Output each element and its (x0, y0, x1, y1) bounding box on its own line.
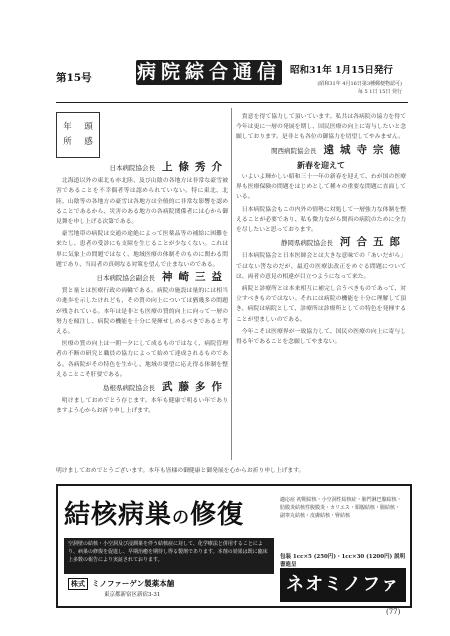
right-column (236, 112, 406, 349)
company-address: 東京都新宿区新宿3-31 (104, 592, 161, 598)
article-paragraph: 今年こそは医療界が一致協力して、国民の医療の向上に寄与し得る年であることを念願してやまない。 (236, 328, 406, 346)
article-paragraph: 日本病院協会もこの内外の情勢に対処して一層強力な体制を整えることが必要であり、私も微力ながら関西の病院のために全力を尽したいと思っております。 (236, 206, 406, 234)
article-paragraph: 日本病院協会と日本医師会とは大きな意味での「あいだがら」ではない筈なのだが、最近の医療法改正をめぐる問題については、両者の意見の相違が目立つようになって来た。 (236, 253, 406, 280)
author-name: 武藤多作 (162, 381, 228, 394)
article-author (56, 162, 228, 173)
new-year-char: 年 (63, 122, 72, 132)
ad-company (68, 578, 174, 590)
company-logo: 株式 (68, 578, 88, 590)
author-organization: 関西病院協会長 (271, 146, 317, 155)
author-name: 遠城寺宗徳 (323, 143, 406, 156)
postal-permit: (昭和31年 4月16日第3種郵便物認可) 毎 5 1日 15日 発行 (317, 81, 402, 95)
ad-indications: 適応症 初期結核・小空洞性結核症・肺門淋巴腺結核・肋膜炎結核性腹膜炎・カリエス・頸腺結核・腸結核・副睾丸結核・皮膚結核・腎結核 (280, 497, 402, 520)
full-width-text: 明けましておめでとうございます。本年も皆様の御健康と御発展を心からお祈り申し上げます。 (56, 468, 305, 474)
issue-number: 第15号 (56, 72, 92, 84)
article-paragraph: いよいよ輝かしい昭和三十一年の新春を迎えて、わが国の医療界も医療保険の問題をはじめとして種々の重要な問題に直面している。 (236, 174, 406, 201)
column-divider (231, 108, 232, 460)
ad-headline-end: 修復 (190, 500, 245, 530)
author-organization: 静岡県病院協会長 (281, 239, 333, 248)
article-paragraph: 北海道以外の東北も亦北陸、及び山陰の各地方は非常な豪雪被害であることを不幸偶者等は認められていない。特に東北、北陸、山陰等の各地方の豪雪は各地方は全般的に非常な影響を認めることであるから、災害のある地方の各病院関係者には心から御見舞を申し上げる次第である。 (56, 178, 228, 226)
author-organization: 島根県病院協会長 (103, 384, 155, 393)
ad-price: 包装 1cc×5 (250円)・1cc×30 (1200円) 説明書進呈 (280, 554, 406, 568)
article-author (236, 237, 406, 248)
page-number: (77) (386, 608, 401, 616)
author-name: 上條秀介 (162, 161, 228, 173)
ad-headline (64, 494, 244, 531)
article-author (56, 272, 228, 283)
ad-brand-logo: ネオミノファーゲンA.T (280, 568, 406, 602)
author-organization: 日本病院協会長 (109, 164, 155, 172)
ad-headline-particle: の (172, 508, 191, 528)
ad-body-text: 空洞壁の結核・小空洞及び浸潤巣を伴う結核症に対して、化学療法と併用することにより、病巣の修復を促進し、早期治癒を期待し得る製剤であります。本剤の効果は既に臨床上多数の報告により実証されております。 (64, 538, 274, 574)
author-name: 河合五郎 (340, 236, 406, 249)
article-author (56, 382, 228, 393)
company-name: ミノファーゲン製薬本舗 (92, 579, 175, 588)
author-organization: 日本病院協会副会長 (96, 274, 155, 283)
new-year-box (56, 112, 100, 158)
article-paragraph: 貴意を得て協力して頂いています。私共は各病院の協力を得て今年は更に一層の発展を期し、国民医療の向上に寄与したいと念願しております。是非とも各位の御協力を切望してやみません。 (236, 114, 406, 141)
new-year-char: 感 (84, 137, 93, 147)
left-column (56, 160, 228, 419)
article-title: 新春を迎えて (297, 159, 345, 170)
author-name: 神崎三益 (162, 271, 228, 284)
article-author (236, 145, 406, 156)
publish-date: 昭和31年 1月15日発行 (290, 65, 393, 76)
header-rule (56, 102, 408, 103)
new-year-char: 頭 (84, 122, 93, 132)
article-paragraph: 病院と診療所とは本来相互に補完し合うべきものであって、対立すべきものではない。それには病院の機能を十分に理解して頂き、病院は病院として、診療所は診療所としての特色を発揮することが望ましいのである。 (236, 286, 406, 323)
article-paragraph: 豪雪地帯の病院は交通の途絶によって医薬品等の補給に困難を来たし、患者の受診にも支障を生じることが少なくない。これは単に気象上の問題ではなく、地域医療の体制そのものに関わる問題であり、当局者の真剣なる対策を望んで止まないのである。 (56, 231, 228, 268)
article-paragraph: 医療の質の向上は一朝一夕にして成るものではなく、病院管理者の不断の研究と職員の協力によって始めて達成されるものである。各病院がその特色を生かし、地域の要望に応え得る体制を整えることこそ肝要である。 (56, 341, 228, 378)
new-year-char: 所 (63, 137, 72, 147)
article-paragraph: 明けましておめでとう存じます。本年も健康で明るい年でありますよう心からお祈り申し上げます。 (56, 398, 228, 415)
newsletter-title: 病院綜合通信 (136, 61, 281, 83)
article-paragraph: 質と量とは医療行政の両輪である。病院の施設は量的には相当の進歩を示したけれども、その質の向上については猶幾多の問題が残されている。本年は是非とも医療の質的向上に向って一層の努力を傾注し、病院の機能を十分に発揮せしめるべきであると考える。 (56, 288, 228, 336)
ad-headline-main: 結核病巣 (64, 500, 173, 530)
